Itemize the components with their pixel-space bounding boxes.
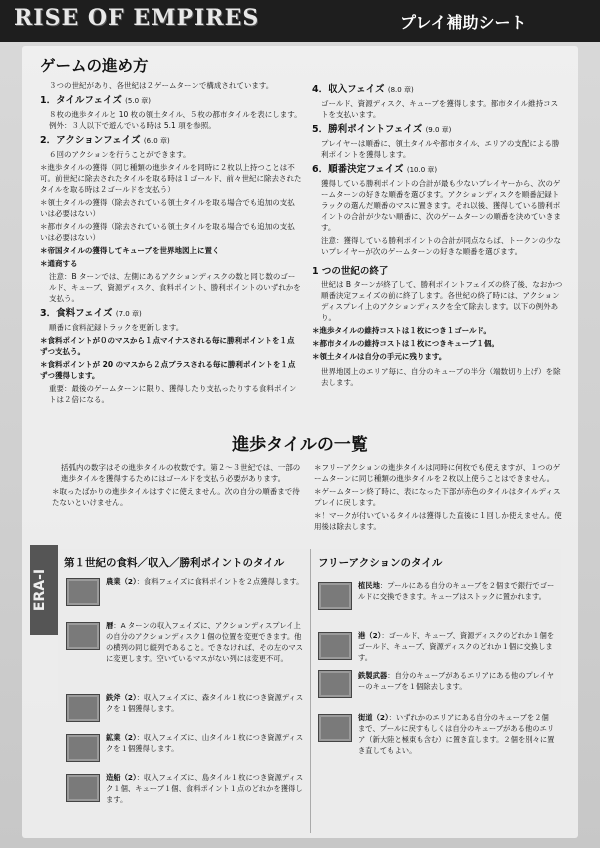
tile-entry: 植民地：プールにある自分のキューブを２個まで銀行でゴールドに交換できます。キューブはストックに置かれます。 xyxy=(358,581,555,601)
phase-text: 順番に食料記録トラックを更新します。 xyxy=(49,323,184,332)
phase-title: 3．食料フェイズ (7.0 章) xyxy=(40,308,142,319)
game-flow-right xyxy=(312,80,564,390)
phase-text: ゴールド、資源ディスク、キューブを獲得します。都市タイル維持コストを支払います。 xyxy=(321,99,559,119)
tile-image xyxy=(66,578,100,606)
note-text: 重要：最後のゲームターンに限り、獲得したり支払ったりする食料ポイントは２倍になる。 xyxy=(49,384,297,404)
tile-entry: 造船（2）：収入フェイズに、島タイル１枚につき資源ディスク１個、キューブ１個、食料ポイント１点のどれかを獲得します。 xyxy=(106,773,304,804)
tiles-intro-right xyxy=(314,462,562,534)
tile-image xyxy=(66,774,100,802)
tiles-note: ＊フリーアクションの進歩タイルは同時に何枚でも使えますが、１つのゲームターンに同じ種類の進歩タイルを２枚以上使うことはできません。 xyxy=(314,463,561,483)
intro-text: ３つの世紀があり、各世紀は２ゲームターンで構成されています。 xyxy=(49,81,274,90)
tile-image xyxy=(318,582,352,610)
phase-text: ６回のアクションを行うことができます。 xyxy=(49,150,191,159)
list-item: ＊食料ポイントが 20 のマスから２点プラスされる毎に勝利ポイントを１点ずつ獲得します。 xyxy=(40,360,296,380)
tiles-note: ＊取ったばかりの進歩タイルはすぐに使えません。次の自分の順番まで待たないといけません。 xyxy=(52,487,300,507)
tile-entry: 街道（2）：いずれかのエリアにある自分のキューブを２個まで、プールに戻すもしくは自分のキューブがある他のエリア（新大陸と極東も含む）に置き直します。２個を別々に置き直してもよい。 xyxy=(358,713,555,755)
era-badge xyxy=(30,545,58,635)
sheet-title: プレイ補助シート xyxy=(400,13,527,32)
era-label: ERA-I xyxy=(32,568,48,612)
tile-image xyxy=(318,714,352,742)
list-item: ＊都市タイルの維持コストは１枚につきキューブ１個。 xyxy=(312,339,499,348)
phase-text: ８枚の進歩タイルと 10 枚の領土タイル、５枚の都市タイルを表にします。例外：３人以下で遊んでいる時は 5.1 項を参照。 xyxy=(49,110,302,130)
list-item: ＊通商する xyxy=(40,259,78,268)
tile-entry: 農業（2）：食料フェイズに食料ポイントを２点獲得します。 xyxy=(106,577,304,586)
list-item: ＊領土タイルは自分の手元に残ります。 xyxy=(312,352,447,361)
tiles-intro-text: 括弧内の数字はその進歩タイルの枚数です。第２〜３世紀では、一部の進歩タイルを獲得するためにはゴールドを支払う必要があります。 xyxy=(61,463,301,483)
era1-section-heading: 第１世紀の食料／収入／勝利ポイントのタイル xyxy=(64,557,285,569)
section-heading: ゲームの進め方 xyxy=(40,57,149,75)
header-bar xyxy=(0,0,600,42)
list-item: ＊帝国タイルの獲得してキューブを世界地図上に置く xyxy=(40,246,220,255)
list-item: ＊進歩タイルの獲得（同じ種類の進歩タイルを同時に２枚以上持つことは不可。前世紀に除去されたタイルを取る時は１ゴールド、前々世紀に除去されたタイルを取る時は２ゴールドを支払う） xyxy=(40,163,302,194)
phase-title: 4．収入フェイズ (8.0 章) xyxy=(312,84,414,95)
list-item: ＊都市タイルの獲得（除去されている領土タイルを取る場合でも追加の支払いは必要はない） xyxy=(40,222,295,242)
tile-entry: 鉄斧（2）：収入フェイズに、森タイル１枚につき資源ディスクを１個獲得します。 xyxy=(106,693,304,713)
tiles-note: ＊！マークが付いているタイルは獲得した直後に１回しか使えません。使用後は除去します。 xyxy=(314,511,562,531)
phase-title: 6．順番決定フェイズ (10.0 章) xyxy=(312,164,438,175)
tile-entry: 暦：A ターンの収入フェイズに、アクションディスプレイ上の自分のアクションディスク１個の位置を変更できます。他の横列の同じ縦列であること。できなければ、その左のマスに変更します。空いているマスがない列には変更不可。 xyxy=(106,621,304,663)
tile-image xyxy=(66,734,100,762)
free-action-section-heading: フリーアクションのタイル xyxy=(318,557,443,569)
era-end-note: 世界地図上のエリア毎に、自分のキューブの半分（端数切り上げ）を除去します。 xyxy=(321,367,561,387)
note-text: 注意：B ターンでは、左側にあるアクションディスクの数と同じ数のゴールド、キューブ、資源ディスク、食料ポイント、勝利ポイントのいずれかを支払う。 xyxy=(49,272,301,303)
tiles-note: ＊ゲームターン終了時に、表になった下部が赤色のタイルはタイルディスプレイに戻します。 xyxy=(314,487,561,507)
tile-entry: 港（2）：ゴールド、キューブ、資源ディスクのどれか１個をゴールド、キューブ、資源ディスクのどれか１個に交換します。 xyxy=(358,631,555,662)
tiles-intro-left xyxy=(52,462,302,510)
tiles-heading: 進歩タイルの一覧 xyxy=(232,435,368,455)
list-item: ＊食料ポイントが０のマスから１点マイナスされる毎に勝利ポイントを１点ずつ支払う。 xyxy=(40,336,295,356)
phase-title: 2．アクションフェイズ (6.0 章) xyxy=(40,135,170,146)
tile-image xyxy=(318,670,352,698)
era-end-text: 世紀は B ターンが終了して、勝利ポイントフェイズの終了後、なおかつ順番決定フェイズの前に終了します。各世紀の終了時には、アクションディスプレイ上のアクションディスクを全て除去します。以下の例外あり。 xyxy=(321,280,563,322)
phase-text: プレイヤーは順番に、領土タイルや都市タイル、エリアの支配による勝利ポイントを獲得します。 xyxy=(321,139,560,159)
list-item: ＊進歩タイルの維持コストは１枚につき１ゴールド。 xyxy=(312,326,491,335)
list-item: ＊領土タイルの獲得（除去されている領土タイルを取る場合でも追加の支払いは必要はない） xyxy=(40,198,295,218)
era-end-title: 1 つの世紀の終了 xyxy=(312,266,389,277)
tile-image xyxy=(66,694,100,722)
game-flow-left xyxy=(40,56,302,407)
game-logo: RISE OF EMPIRES xyxy=(14,5,260,31)
tile-image xyxy=(66,622,100,650)
phase-title: 1．タイルフェイズ (5.0 章) xyxy=(40,95,151,106)
tile-entry: 鉄製武器：自分のキューブがあるエリアにある他のプレイヤーのキューブを１個除去します。 xyxy=(358,671,554,691)
phase-title: 5．勝利ポイントフェイズ (9.0 章) xyxy=(312,124,452,135)
phase-text: 獲得している勝利ポイントの合計が最も少ないプレイヤーから、次のゲームターンの好きな順番を選びます。アクションディスクを順番記録トラックの選んだ順番のマスに置きます。それ以後、獲得している勝利ポイントの合計が少ない順番に、次のゲームターンの順番を決めていきます。 xyxy=(321,179,561,232)
note-text: 注意：獲得している勝利ポイントの合計が同点ならば、トークンの少ないプレイヤーが次のゲームターンの好きな順番を選びます。 xyxy=(321,236,561,256)
tile-entry: 鉱業（2）：収入フェイズに、山タイル１枚につき資源ディスクを１個獲得します。 xyxy=(106,733,304,753)
tile-image xyxy=(318,632,352,660)
